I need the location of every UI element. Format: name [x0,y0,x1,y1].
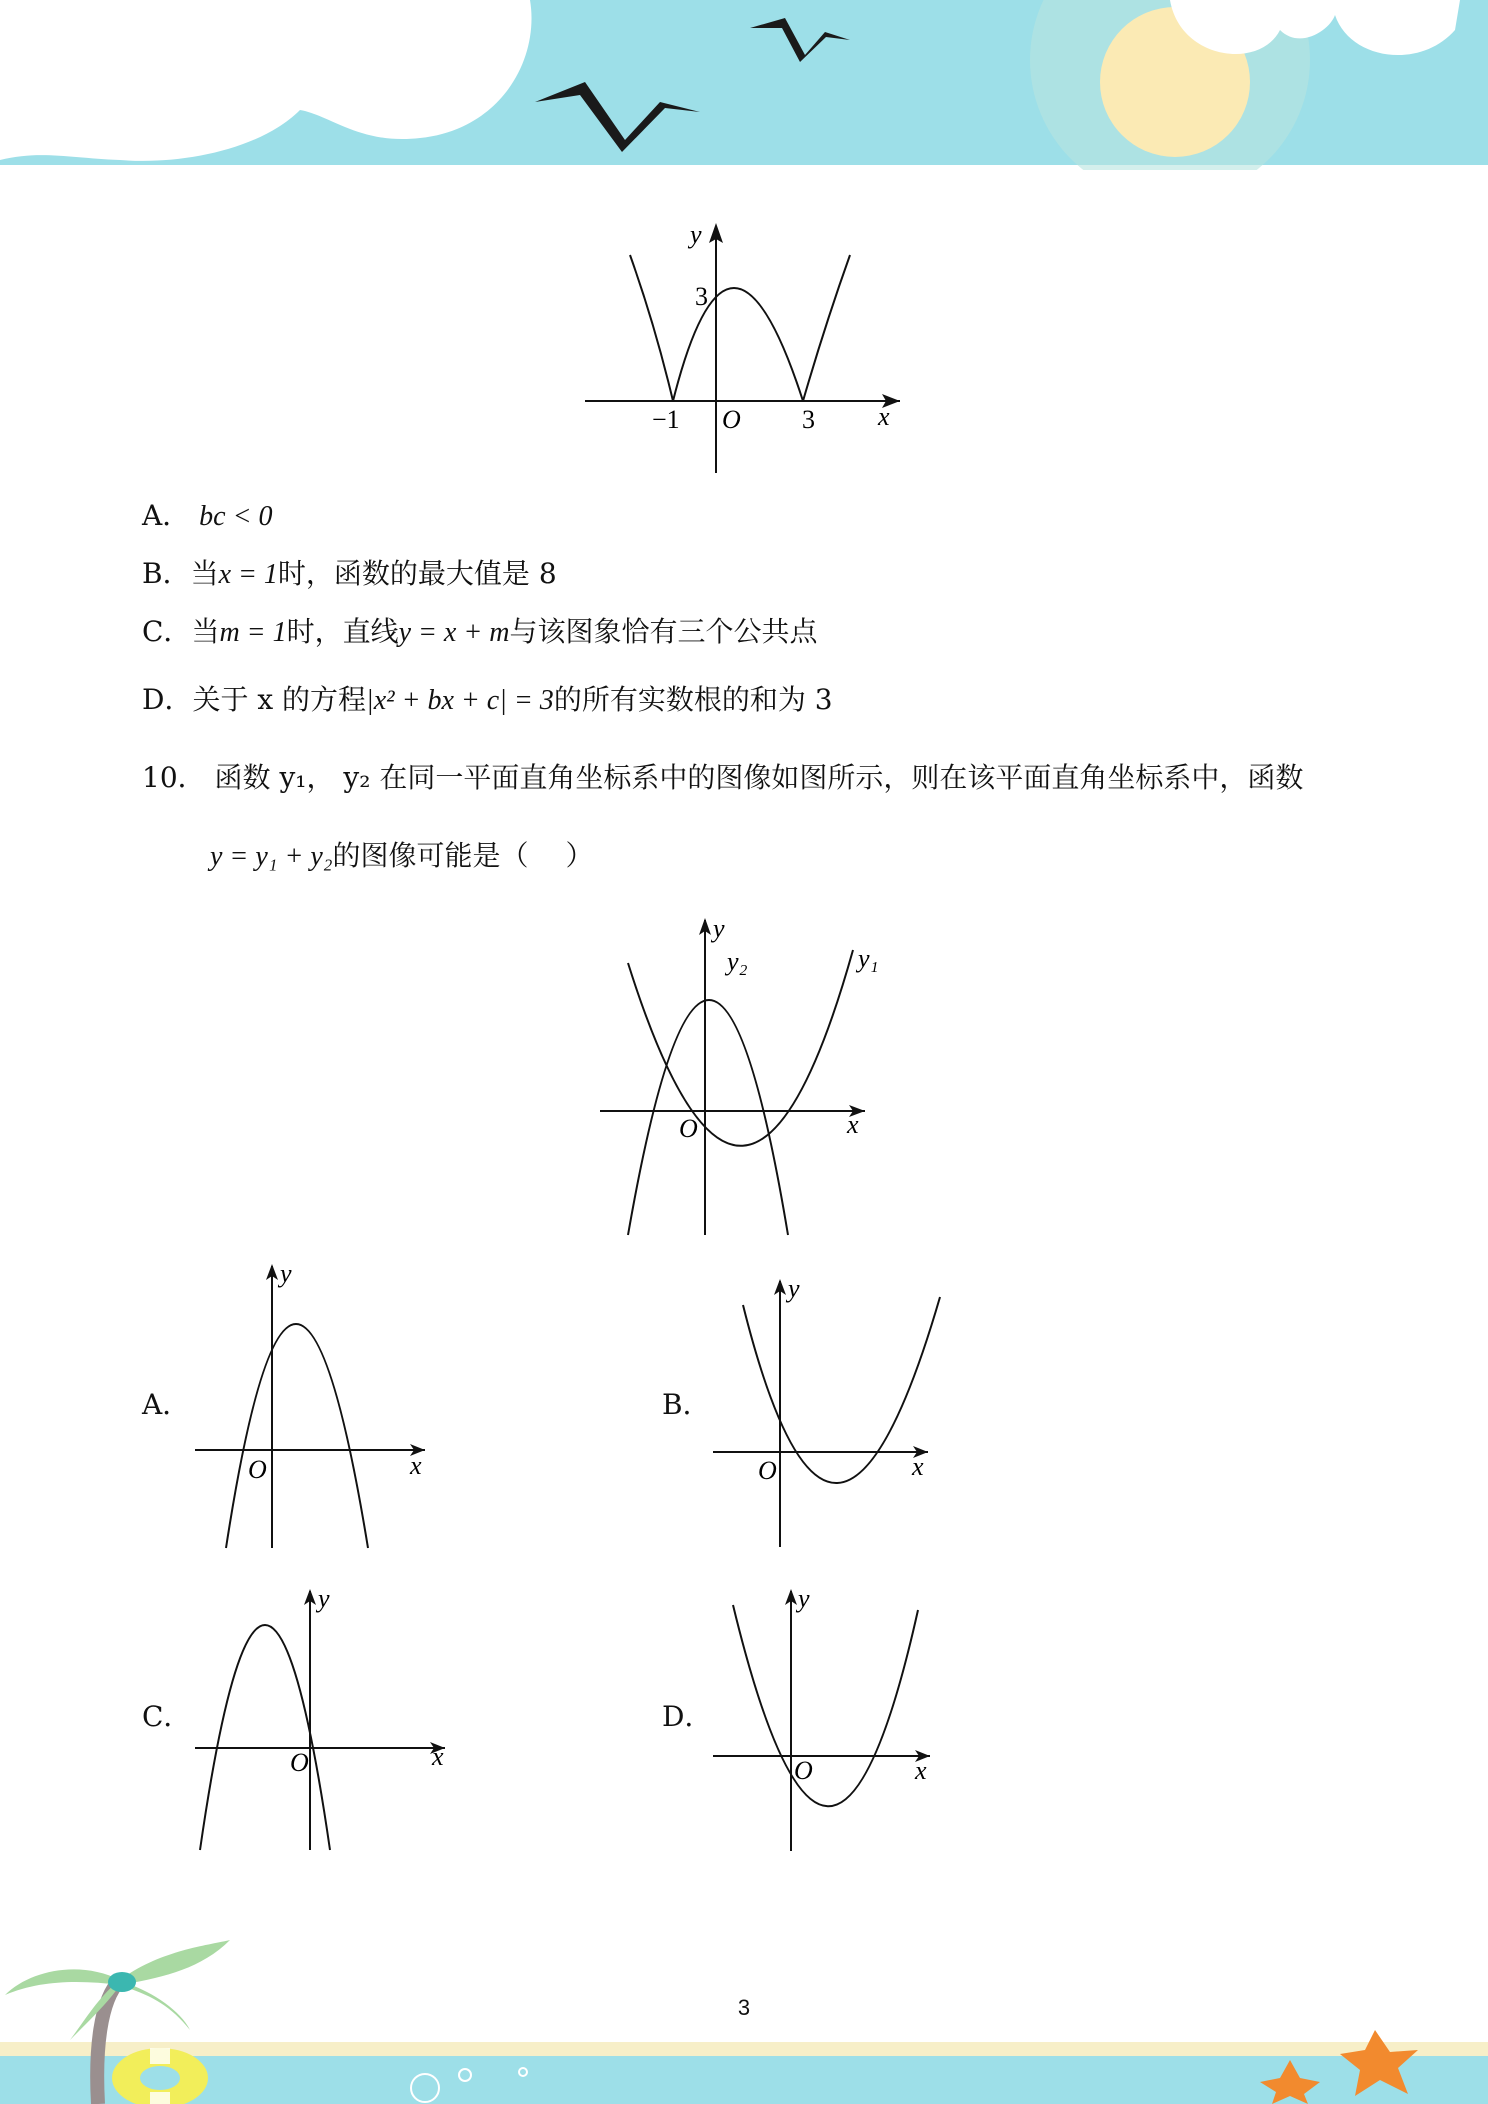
q9-tick-neg1: −1 [652,405,680,434]
curve-label-y1: y₁ [858,944,879,973]
option-text: 的所有实数根的和为 3 [553,683,833,716]
q9-option-c [142,612,817,653]
page-number: 3 [737,1995,751,2020]
question-math: y = y₁ + y₂ [210,841,333,872]
choice-c-x-label: x [432,1742,444,1771]
choice-a-origin: O [248,1455,267,1484]
option-letter: B． [142,557,191,590]
q9-x-axis-label: x [878,402,890,431]
option-letter: A． [142,499,191,532]
q9-option-b [142,554,557,595]
option-text-2: 与该图象恰有三个公共点 [509,615,818,648]
q10-choice-a-graph [190,1260,440,1555]
choice-d-x-label: x [915,1756,927,1785]
choice-b-origin: O [758,1456,777,1485]
q10-choice-a-letter: A． [142,1388,191,1421]
option-text: 时，函数的最大值是 8 [277,557,557,590]
option-math-2: y = x + m [398,617,510,648]
footer-banner [0,1900,1488,2104]
question-text: 函数 y₁， y₂ 在同一平面直角坐标系中的图像如图所示，则在该平面直角坐标系中，函数 [214,761,1304,794]
q9-graph [580,215,910,475]
q9-y-axis-label: y [690,220,702,249]
choice-c-y-label: y [318,1585,330,1613]
option-math: |x² + bx + c| = 3 [366,685,554,716]
q10-choice-d-letter: D． [662,1700,713,1733]
q9-option-a [142,496,272,537]
option-letter: D． [142,683,193,716]
option-pre: 当 [190,557,219,590]
choice-a-y-label: y [280,1260,292,1288]
q10-main-graph [595,915,895,1240]
option-math: x = 1 [218,559,278,590]
header-banner [0,0,1488,170]
choice-c-origin: O [290,1748,309,1777]
choice-d-origin: O [794,1756,813,1785]
q10-y-axis-label: y [713,915,725,943]
q10-x-axis-label: x [847,1110,859,1139]
option-pre: 关于 x 的方程 [192,683,367,716]
choice-b-y-label: y [788,1275,800,1303]
q9-tick-3-y: 3 [695,282,708,311]
option-letter: C． [142,615,192,648]
q10-choice-c-graph [190,1585,455,1855]
curve-label-y2: y₂ [727,947,748,976]
q10-origin-label: O [679,1114,698,1143]
choice-b-x-label: x [912,1452,924,1481]
q9-tick-3-x: 3 [802,405,815,434]
q10-stem-line1 [142,758,1303,798]
q10-choice-b-letter: B． [662,1388,711,1421]
q10-stem-line2 [210,836,593,877]
option-math: m = 1 [219,617,287,648]
question-text: 的图像可能是（ ） [332,839,594,872]
q10-choice-b-graph [708,1275,958,1555]
option-text: 时，直线 [286,615,399,648]
option-math: bc < 0 [199,501,273,532]
choice-a-x-label: x [410,1451,422,1480]
q10-choice-c-letter: C． [142,1700,192,1733]
question-number: 10． [142,761,206,794]
q10-choice-d-graph [708,1585,958,1855]
choice-d-y-label: y [798,1585,810,1613]
q9-option-d [142,680,833,721]
option-pre: 当 [191,615,220,648]
q9-origin-label: O [722,405,741,434]
